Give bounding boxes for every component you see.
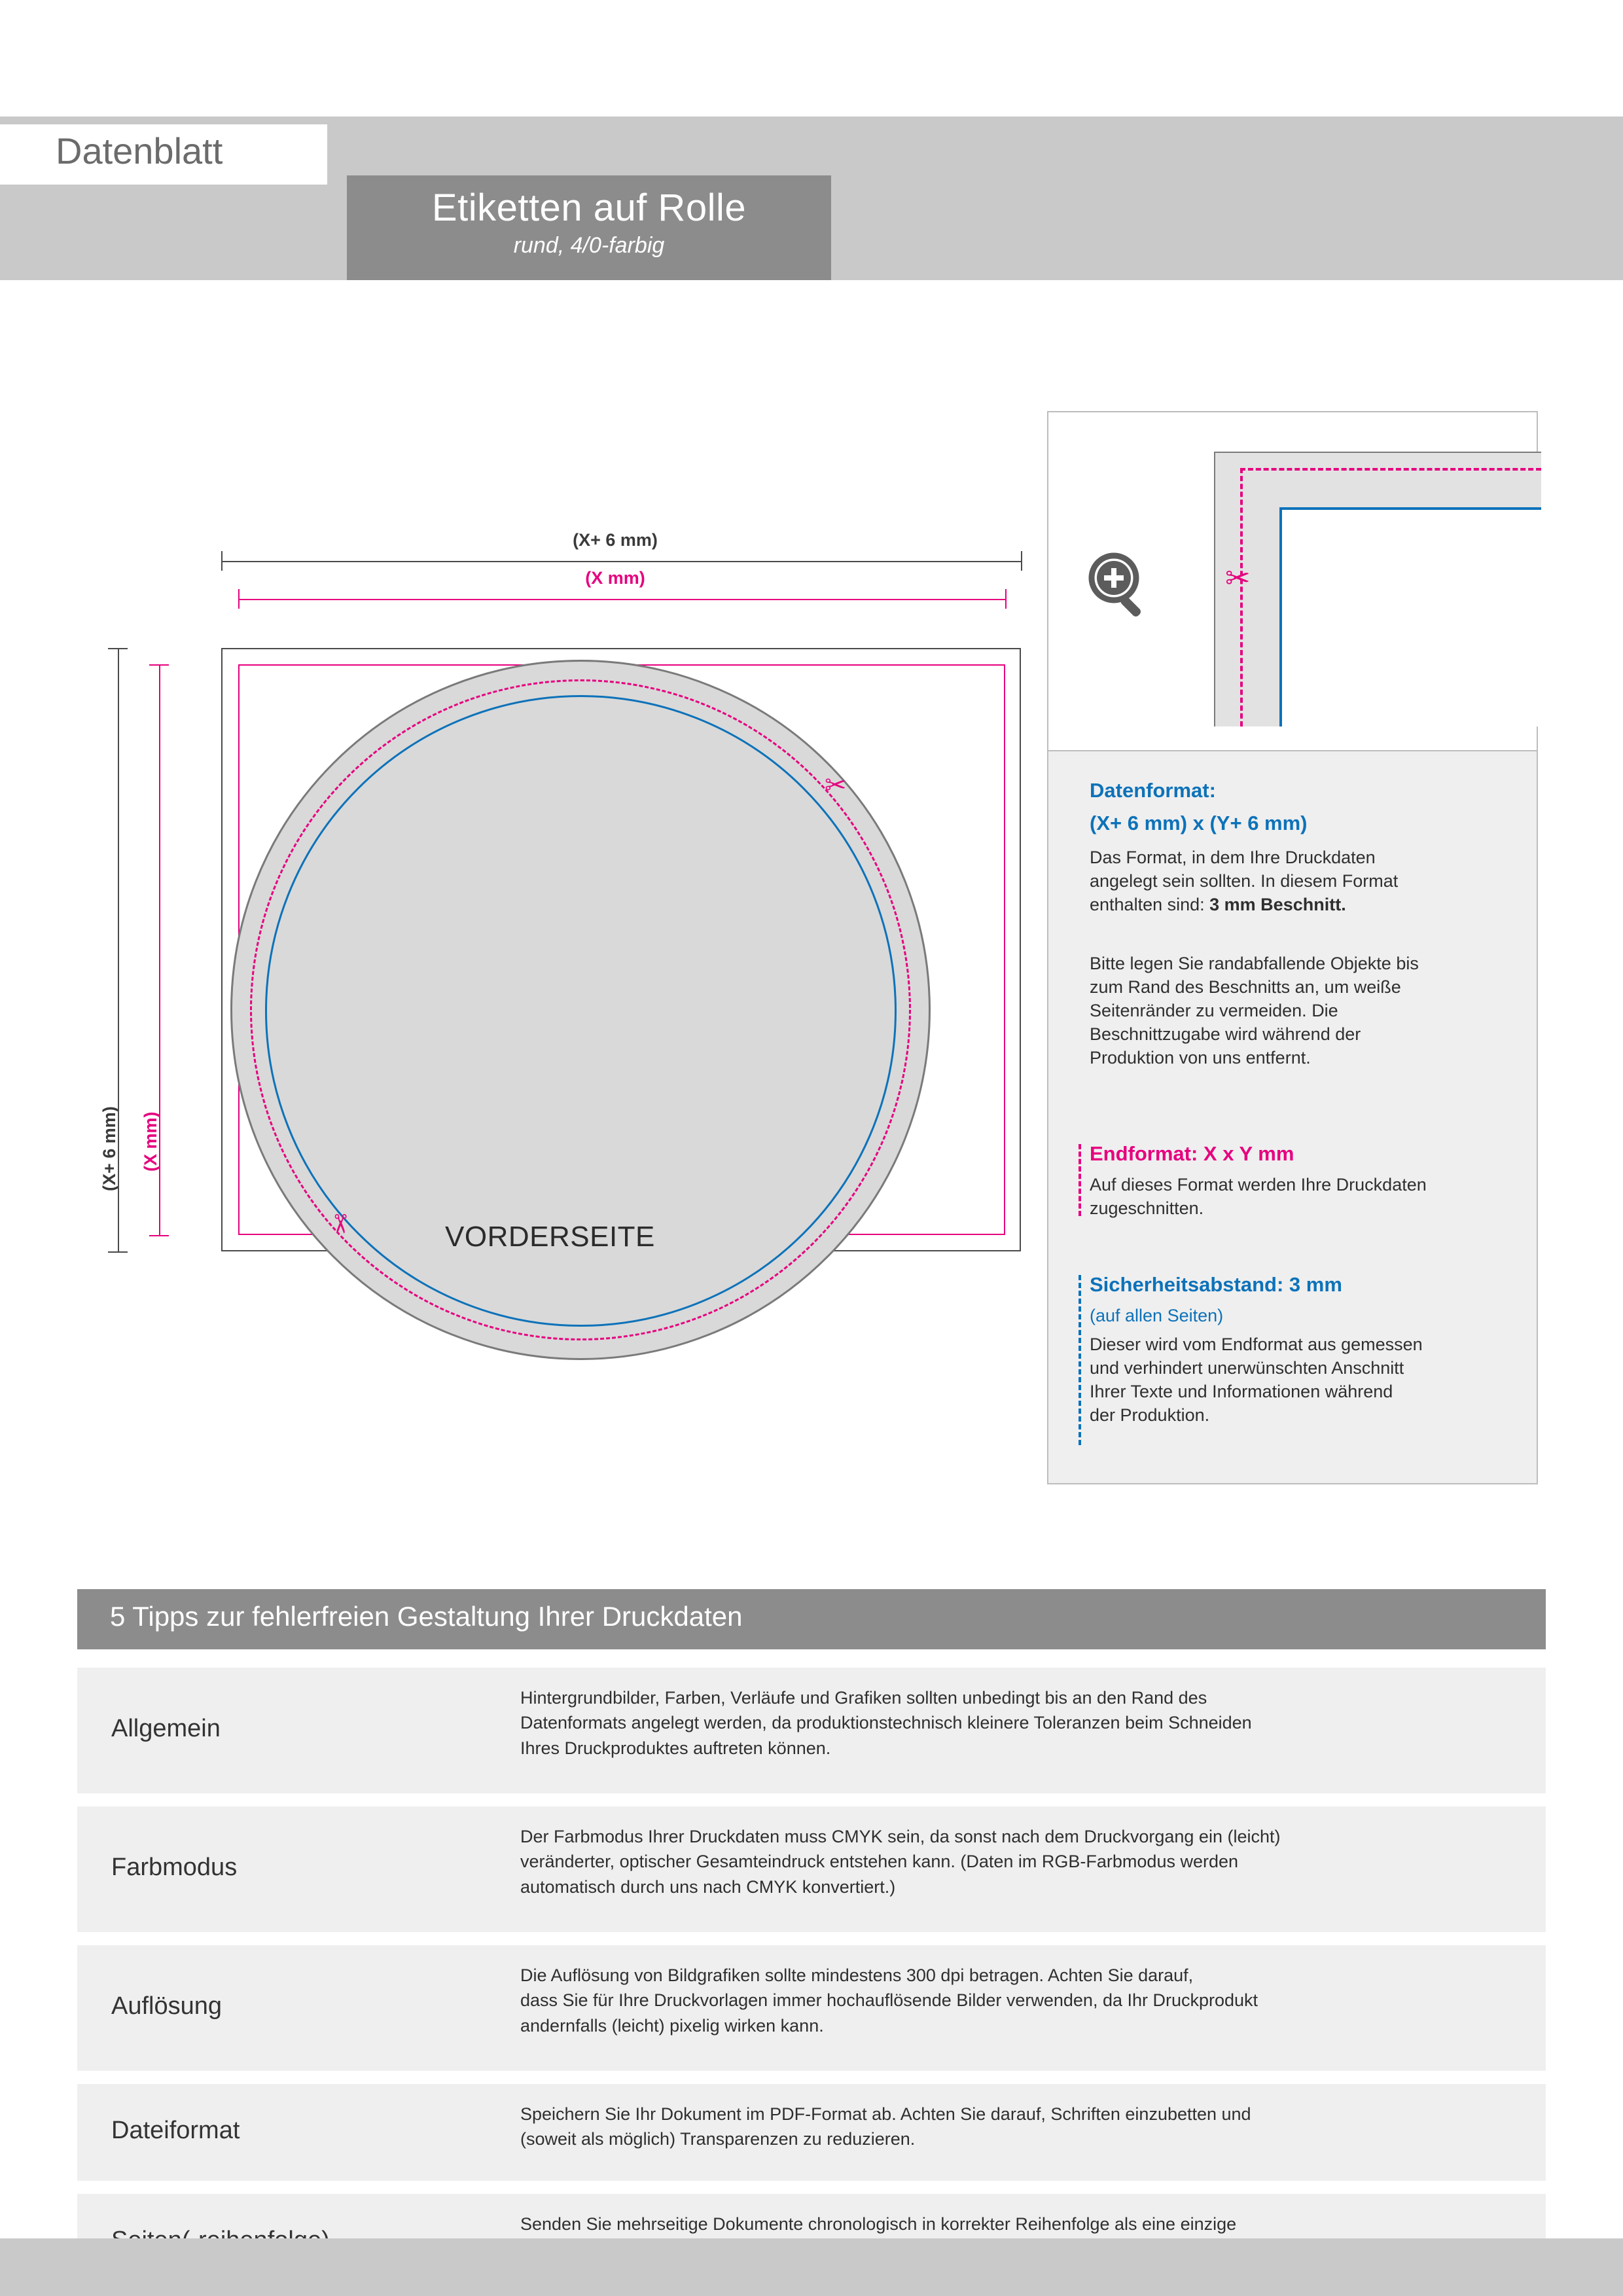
endformat-body-line-2: zugeschnitten. bbox=[1090, 1198, 1204, 1218]
tip-body-farbmodus bbox=[520, 1824, 1528, 1899]
datenformat-body-line-3-text: enthalten sind: bbox=[1090, 895, 1210, 914]
zoom-safe-area bbox=[1281, 509, 1541, 726]
zoom-safety-vertical bbox=[1279, 507, 1282, 726]
zoom-cutline-vertical bbox=[1240, 468, 1243, 726]
tip-line: andernfalls (leicht) pixelig wirken kann. bbox=[520, 2015, 824, 2036]
bleed-note-line-3: Seitenränder zu vermeiden. Die bbox=[1090, 1001, 1338, 1020]
bleed-emphasis: 3 mm Beschnitt. bbox=[1209, 895, 1346, 914]
tip-line: dass Sie für Ihre Druckvorlagen immer hochauflösende Bilder verwenden, da Ihr Druckprodukt bbox=[520, 1990, 1258, 2011]
safety-body-line-4: der Produktion. bbox=[1090, 1405, 1210, 1425]
dim-left-inner-label: (X mm) bbox=[141, 1111, 160, 1172]
datenformat-title: Datenformat: bbox=[1090, 779, 1216, 802]
safety-body-line-3: Ihrer Texte und Informationen während bbox=[1090, 1382, 1393, 1401]
dim-top-outer-tick-left bbox=[221, 551, 223, 571]
dim-top-inner-tick-right bbox=[1005, 589, 1007, 609]
tip-label-aufloesung: Auflösung bbox=[111, 1992, 223, 2020]
safety-title: Sicherheitsabstand: 3 mm bbox=[1090, 1273, 1342, 1296]
tip-line: Datenformats angelegt werden, da produktionstechnisch kleinere Toleranzen beim Schneiden bbox=[520, 1713, 1252, 1733]
zoom-safety-horizontal bbox=[1279, 507, 1541, 510]
tip-body-dateiformat bbox=[520, 2102, 1528, 2152]
dim-left-inner-tick-top bbox=[149, 664, 169, 666]
tip-label-dateiformat: Dateiformat bbox=[111, 2117, 240, 2144]
zoom-cutline-horizontal bbox=[1240, 468, 1541, 471]
tip-line: Der Farbmodus Ihrer Druckdaten muss CMYK sein, da sonst nach dem Druckvorgang ein (leicht) bbox=[520, 1827, 1281, 1846]
page-subtitle: rund, 4/0-farbig bbox=[513, 233, 665, 258]
datenformat-body-line-3 bbox=[1090, 893, 1346, 917]
tip-line: Speichern Sie Ihr Dokument im PDF-Format ab. Achten Sie darauf, Schriften einzubetten und bbox=[520, 2104, 1251, 2124]
endformat-title: Endformat: X x Y mm bbox=[1090, 1142, 1294, 1165]
datenformat-body-line-2: angelegt sein sollten. In diesem Format bbox=[1090, 871, 1399, 891]
dim-left-inner-line bbox=[159, 664, 160, 1235]
page-title: Etiketten auf Rolle bbox=[431, 187, 747, 229]
magnifier-plus-icon bbox=[1080, 547, 1158, 625]
tip-line: Ihres Druckproduktes auftreten können. bbox=[520, 1738, 831, 1758]
tip-label-farbmodus: Farbmodus bbox=[111, 1854, 238, 1881]
dim-top-inner-tick-left bbox=[238, 589, 240, 609]
tip-line: Die Auflösung von Bildgrafiken sollte mindestens 300 dpi betragen. Achten Sie darauf, bbox=[520, 1965, 1194, 1985]
dim-left-outer-line bbox=[118, 648, 119, 1251]
bleed-note-line-1: Bitte legen Sie randabfallende Objekte bis bbox=[1090, 954, 1419, 973]
front-side-label: VORDERSEITE bbox=[445, 1221, 655, 1253]
safety-body-line-2: und verhindert unerwünschten Anschnitt bbox=[1090, 1358, 1404, 1378]
tip-line: Hintergrundbilder, Farben, Verläufe und Grafiken sollten unbedingt bis an den Rand des bbox=[520, 1688, 1207, 1708]
dim-left-inner-tick-bottom bbox=[149, 1235, 169, 1236]
bleed-note-line-2: zum Rand des Beschnitts an, um weiße bbox=[1090, 977, 1401, 997]
product-diagram bbox=[79, 517, 1008, 1518]
dim-left-outer-tick-top bbox=[108, 648, 128, 649]
safety-body-line-1: Dieser wird vom Endformat aus gemessen bbox=[1090, 1335, 1423, 1354]
bleed-note-line-5: Produktion von uns entfernt. bbox=[1090, 1048, 1311, 1067]
dim-left-outer-label: (X+ 6 mm) bbox=[99, 1106, 119, 1191]
datenformat-body-line-1: Das Format, in dem Ihre Druckdaten bbox=[1090, 848, 1376, 867]
safety-subtitle: (auf allen Seiten) bbox=[1090, 1306, 1224, 1325]
tip-body-allgemein bbox=[520, 1685, 1528, 1761]
tip-line: Senden Sie mehrseitige Dokumente chronologisch in korrekter Reihenfolge als eine einzige bbox=[520, 2214, 1237, 2234]
tip-line: (soweit als möglich) Transparenzen zu reduzieren. bbox=[520, 2129, 916, 2149]
tip-label-allgemein: Allgemein bbox=[111, 1715, 221, 1742]
dim-top-inner-label: (X mm) bbox=[585, 568, 645, 588]
scissors-icon-zoom: ✂ bbox=[1225, 561, 1251, 595]
footer-band bbox=[0, 2238, 1623, 2296]
safety-dash-marker bbox=[1079, 1275, 1081, 1445]
tips-heading: 5 Tipps zur fehlerfreien Gestaltung Ihrer Druckdaten bbox=[110, 1601, 743, 1632]
dim-left-outer-tick-bottom bbox=[108, 1251, 128, 1253]
scissors-icon-top-right: ✂ bbox=[825, 771, 847, 800]
tip-line: veränderter, optischer Gesamteindruck entstehen kann. (Daten im RGB-Farbmodus werden bbox=[520, 1852, 1239, 1872]
tip-line: automatisch durch uns nach CMYK konvertiert.) bbox=[520, 1876, 896, 1897]
dim-top-outer-label: (X+ 6 mm) bbox=[573, 530, 658, 550]
scissors-icon-bottom-left: ✂ bbox=[325, 1213, 354, 1235]
tip-body-aufloesung bbox=[520, 1963, 1528, 2038]
datenblatt-label: Datenblatt bbox=[56, 130, 223, 171]
dim-top-inner-line bbox=[238, 599, 1005, 600]
bleed-note-line-4: Beschnittzugabe wird während der bbox=[1090, 1024, 1361, 1044]
dim-top-outer-tick-right bbox=[1021, 551, 1022, 571]
datenformat-formula: (X+ 6 mm) x (Y+ 6 mm) bbox=[1090, 812, 1308, 834]
endformat-dash-marker bbox=[1079, 1144, 1081, 1216]
dim-top-outer-line bbox=[221, 561, 1021, 562]
endformat-body-line-1: Auf dieses Format werden Ihre Druckdaten bbox=[1090, 1175, 1427, 1194]
